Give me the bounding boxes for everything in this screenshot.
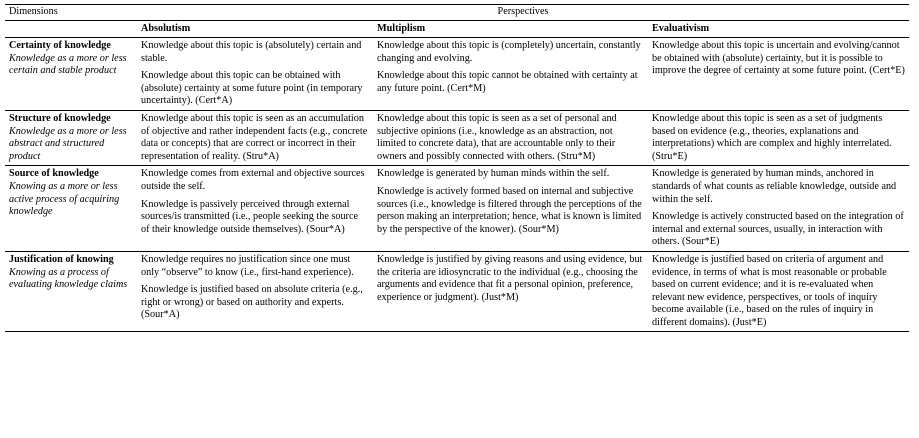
multiplism-cell: [373, 38, 648, 111]
dimension-title: Source of knowledge: [9, 168, 99, 180]
table-row: [5, 110, 909, 165]
absolutism-cell: [137, 38, 373, 111]
table-row: [5, 38, 909, 111]
dimension-subtitle: Knowledge as a more or less abstract and structured product: [9, 125, 127, 162]
cell-text: Knowledge is generated by human minds, anchored in standards of what counts as reliable knowledge, outside and within the self.: [652, 168, 897, 205]
dimension-title: Justification of knowing: [9, 253, 114, 265]
evaluativism-cell: [648, 110, 909, 165]
dimensions-header: Dimensions: [5, 5, 137, 21]
dimension-subtitle: Knowing as a process of evaluating knowledge claims: [9, 266, 128, 291]
cell-text: Knowledge about this topic can be obtained with (absolute) certainty at some future point (in temporary uncertainty). (Cert*A): [141, 70, 363, 107]
dimension-subtitle: Knowledge as a more or less certain and stable product: [9, 52, 127, 77]
cell-text: Knowledge is justified by giving reasons and using evidence, but the criteria are idiosyncratic to the individual (e.g., choosing the arguments and evidence that fit a personal opinion, preference, experience or judgment). (Just*M): [377, 253, 643, 303]
evaluativism-cell: [648, 38, 909, 111]
cell-text: Knowledge is passively perceived through external sources/is transmitted (i.e., people seeking the source of their knowledge outside themselves). (Sour*A): [141, 198, 358, 235]
cell-text: Knowledge about this topic is seen as a set of judgments based on evidence (e.g., theories, explanations and interpretations) which are complex and highly interrelated. (Stru*E): [652, 112, 892, 162]
table-row: [5, 251, 909, 332]
cell-text: Knowledge about this topic is seen as an accumulation of objective and rather independent facts (e.g., concrete data or concepts) that are correct or incorrect in their representation of reality. (Stru*A): [141, 112, 368, 162]
dimension-cell: [5, 166, 137, 252]
cell-text: Knowledge about this topic is seen as a set of personal and subjective opinions (i.e., knowledge as an abstraction, not limited to concrete data), that are accountable only to their owners and possibly connected with others. (Stru*M): [377, 112, 617, 162]
cell-text: Knowledge is generated by human minds within the self.: [377, 168, 610, 180]
cell-text: Knowledge requires no justification since one must only “observe” to know (i.e., first-hand experience).: [141, 253, 354, 278]
dimension-title: Structure of knowledge: [9, 112, 111, 124]
cell-text: Knowledge about this topic is (absolutely) certain and stable.: [141, 40, 362, 64]
absolutism-cell: [137, 251, 373, 332]
column-header-multiplism: Multiplism: [377, 23, 426, 34]
table-row: [5, 166, 909, 252]
cell-text: Knowledge is actively formed based on internal and subjective sources (i.e., knowledge is filtered through the perceptions of the person making an interpretation; hence, what is known is limited by the perspective of the knower). (Sour*M): [377, 185, 642, 235]
perspectives-header: Perspectives: [137, 5, 909, 21]
evaluativism-cell: [648, 251, 909, 332]
cell-text: Knowledge about this topic is uncertain and evolving/cannot be obtained with (absolute) certainty, but it is possible to improve the degree of certainty at some future point. (Cert*E): [652, 40, 905, 77]
dimension-title: Certainty of knowledge: [9, 40, 111, 51]
dimension-cell: [5, 110, 137, 165]
cell-text: Knowledge about this topic cannot be obtained with certainty at any future point. (Cert*M): [377, 70, 638, 94]
cell-text: Knowledge is justified based on criteria of argument and evidence, in terms of what is most reasonable or probable based on current evidence; and it is re-evaluated when relevant new evidence, perspectives, or tools of inquiry become available (i.e., based on the rules of inquiry in different domains). (Just*E): [652, 253, 887, 328]
blank-header-cell: [5, 21, 137, 38]
absolutism-cell: [137, 166, 373, 252]
perspectives-table: [5, 4, 909, 332]
cell-text: Knowledge is justified based on absolute criteria (e.g., right or wrong) or based on authority and experts. (Sour*A): [141, 284, 363, 321]
dimension-cell: [5, 38, 137, 111]
table-header-row: [5, 5, 909, 21]
multiplism-cell: [373, 166, 648, 252]
column-header-absolutism: Absolutism: [141, 23, 191, 34]
column-header-evaluativism: Evaluativism: [652, 23, 710, 34]
dimension-subtitle: Knowing as a more or less active process of acquiring knowledge: [9, 180, 120, 218]
multiplism-cell: [373, 251, 648, 332]
perspective-columns-row: [5, 21, 909, 38]
cell-text: Knowledge comes from external and objective sources outside the self.: [141, 168, 365, 192]
evaluativism-cell: [648, 166, 909, 252]
cell-text: Knowledge about this topic is (completely) uncertain, constantly changing and evolving.: [377, 40, 641, 64]
dimension-cell: [5, 251, 137, 332]
cell-text: Knowledge is actively constructed based on the integration of internal and external sources, usually, in interaction with others. (Sour*E): [652, 211, 904, 248]
multiplism-cell: [373, 110, 648, 165]
absolutism-cell: [137, 110, 373, 165]
